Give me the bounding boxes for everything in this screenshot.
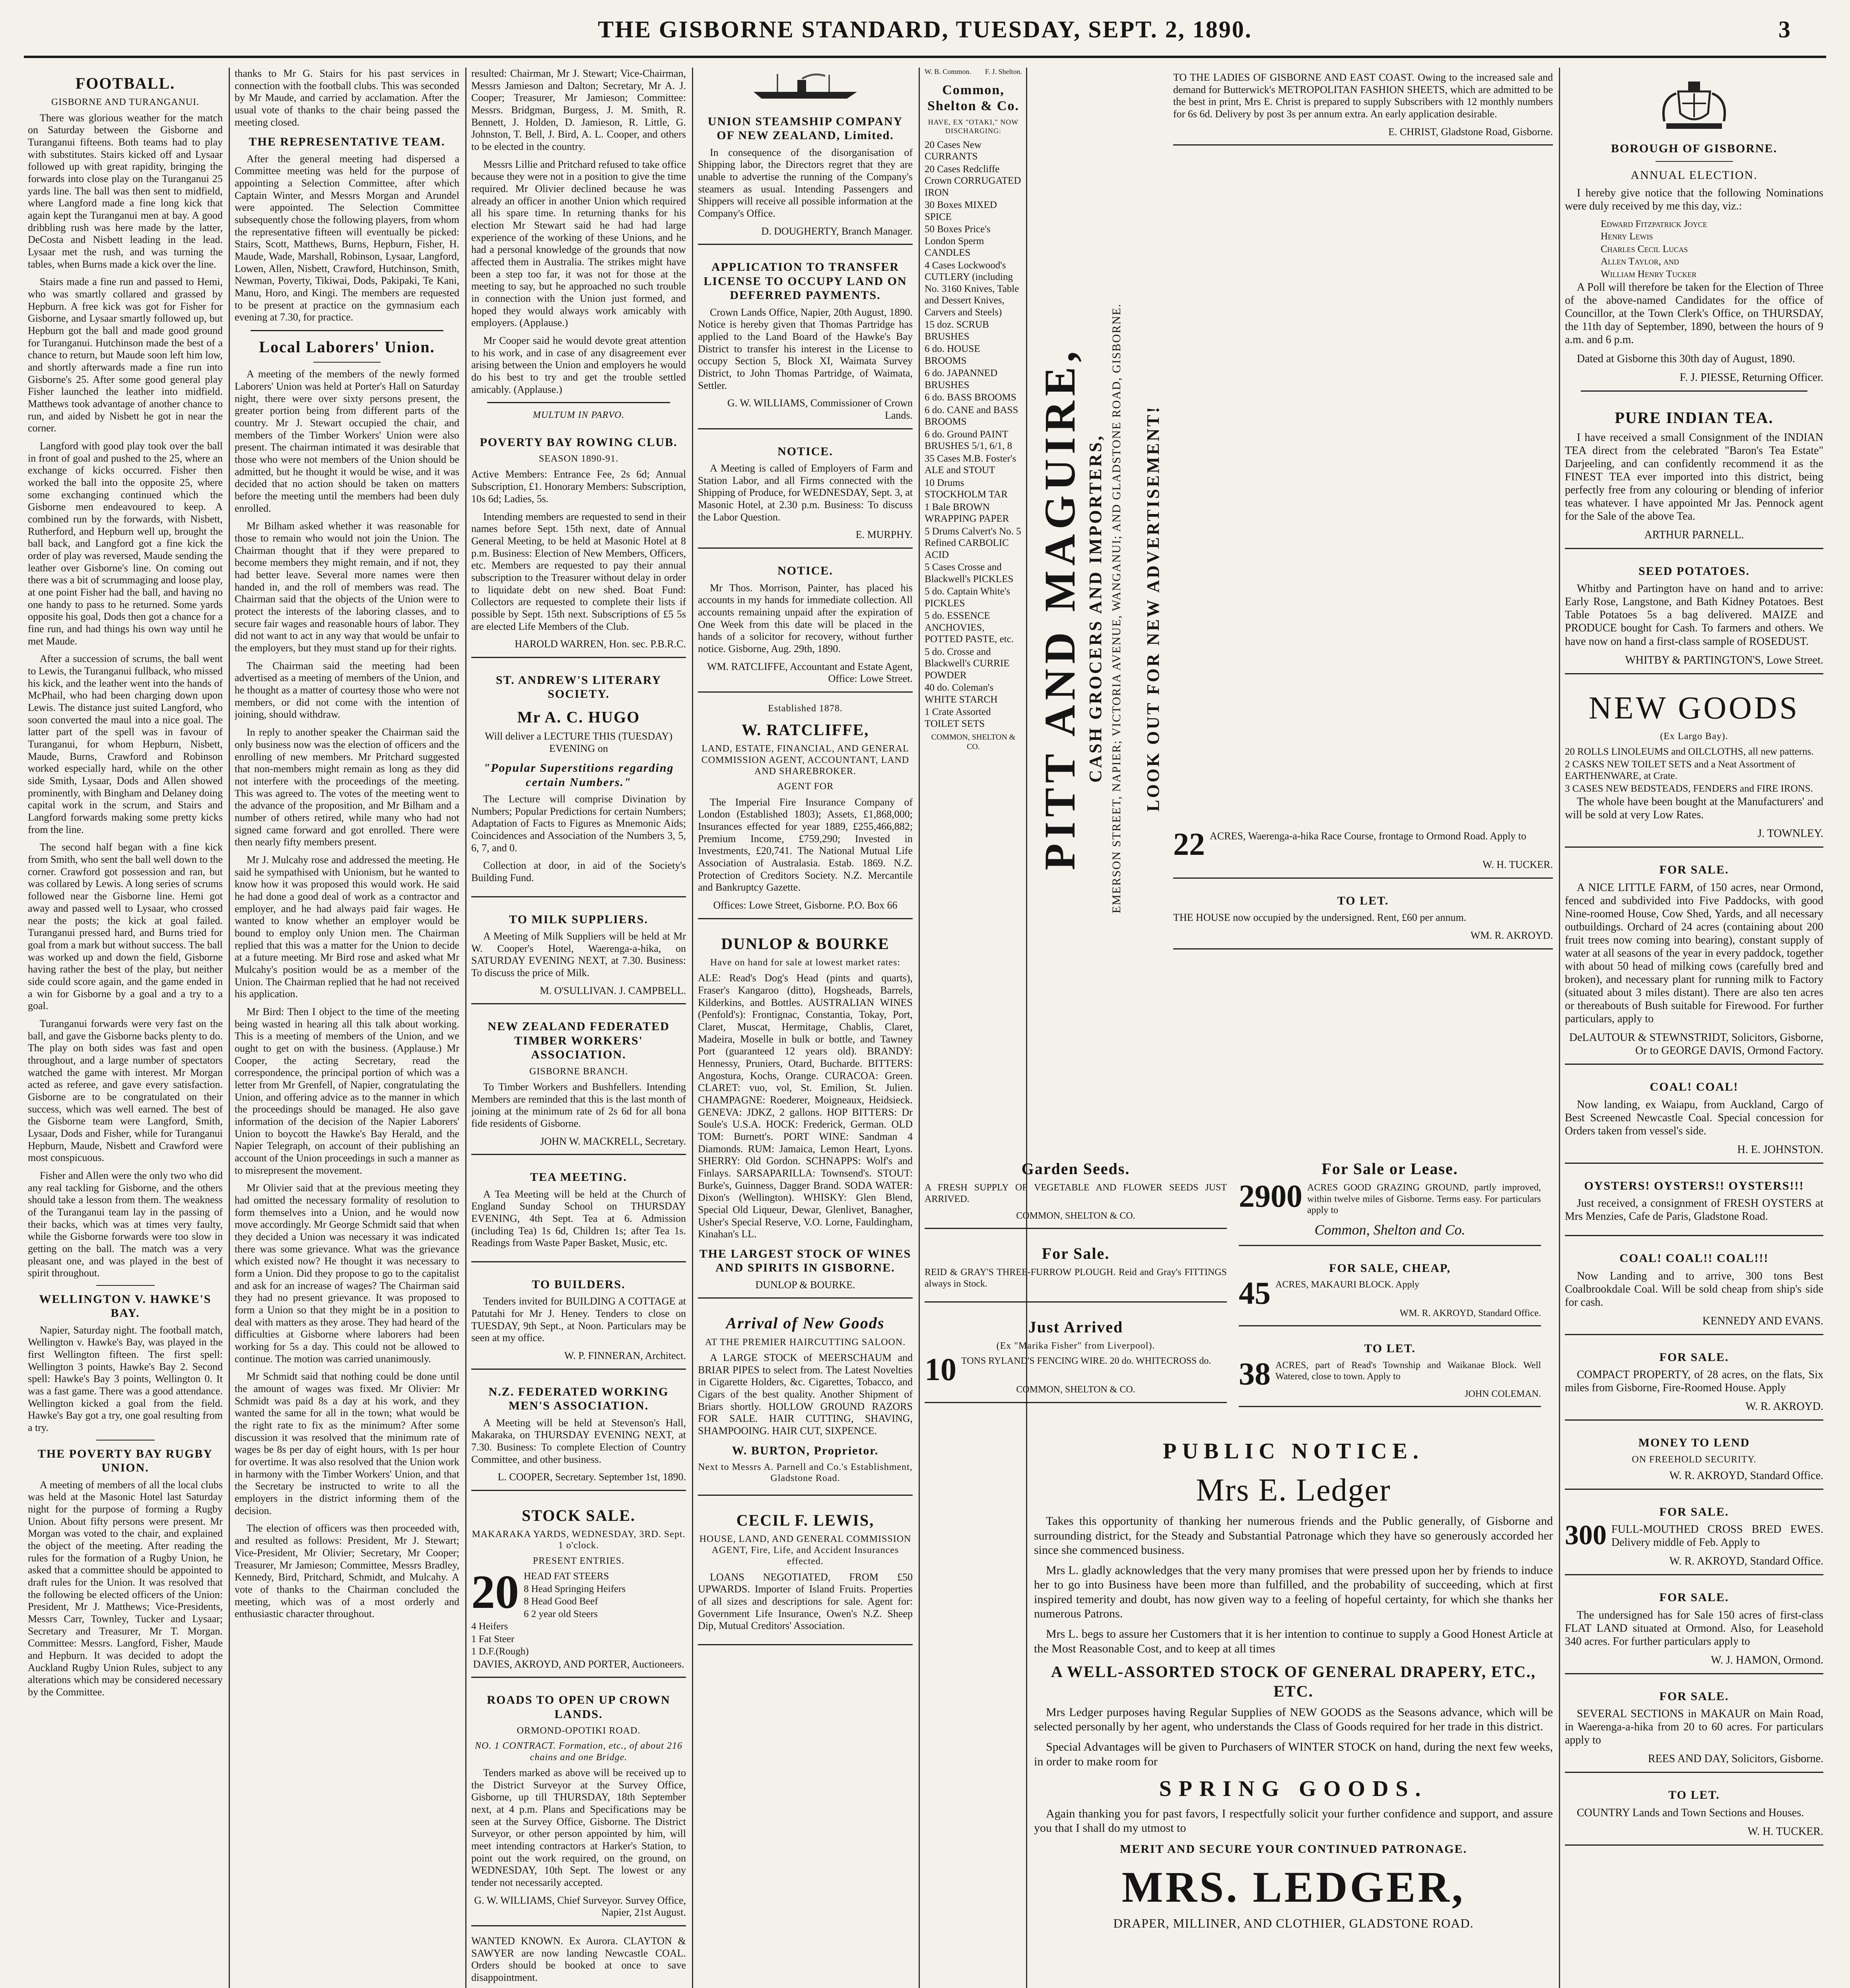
ratcliffe-agent-label: AGENT FOR bbox=[777, 781, 834, 792]
coal-ad bbox=[1565, 1070, 1823, 1164]
ad-text: Now Landing and to arrive, 300 tons Best Coalbrookdale Coal. Will be sold cheap from ship's side for cash. bbox=[1565, 1270, 1823, 1309]
ad-signature: W. R. AKROYD. bbox=[1745, 1400, 1823, 1413]
stock-sale-heading: STOCK SALE. bbox=[522, 1506, 635, 1524]
goods-item: 5 do. ESSENCE ANCHOVIES, POTTED PASTE, etc. bbox=[925, 610, 1014, 645]
rugby-union-heading: THE POVERTY BAY RUGBY UNION. bbox=[37, 1447, 213, 1475]
cheap-acres: 45 bbox=[1239, 1276, 1271, 1311]
goods-item: 40 do. Coleman's WHITE STARCH bbox=[925, 682, 998, 705]
ratcliffe-name: W. RATCLIFFE, bbox=[741, 721, 869, 739]
ad-text: To Timber Workers and Bushfellers. Intending Members are reminded that this is the last month of joining at the minimum rate of 2s 6d for all bona fide residents of Gisborne. bbox=[471, 1081, 686, 1129]
ad-text: A NICE LITTLE FARM, of 150 acres, near Ormond, fenced and subdivided into Five Paddocks, with good Nine-roomed House, Cow Shed, Yards, and all necessary outbuildings. Orchard of 24 acres (containing about 200 fruit trees now coming into bearing), constant supply of water at all seasons of the year in every paddock, together with about 50 head of milking cows (carefully bred and broken), and necessary plant for running milk to Factory (situated about 3 miles distant). There are also ten acres or thereabouts of Bush suitable for Firewood. For further particulars, apply to bbox=[1565, 881, 1823, 1025]
multum-heading: MULTUM IN PARVO. bbox=[532, 410, 625, 421]
ad-text: Mrs Ledger purposes having Regular Supplies of NEW GOODS as the Seasons advance, which will be selected personally by her agent, who understands the Class of Goods required for her trade in this district. bbox=[1034, 1705, 1553, 1734]
country-lands-ad bbox=[1565, 1778, 1823, 1845]
masthead-rule bbox=[24, 56, 1826, 58]
dunlop-largest: THE LARGEST STOCK OF WINES AND SPIRITS IN GISBORNE. bbox=[699, 1247, 911, 1275]
article-paragraph: Mr Bird: Then I object to the time of the meeting being wasted in hearing all this talk about working. This is a meeting of members of the Union, and we ought to get on with the business. (Applause.) Mr Cooper, the acting Secretary, read the correspondence, the principal portion of which was a letter from Mr Grenfell, of Napier, congratulating the Union, and offering advice as to the manner in which the proceedings should be managed. He also gave information of the decision of the Napier Laborers' Union to boycott the Hawke's Bay Herald, and the Napier Telegraph, on account of their publishing an account of the Union proceedings in such a manner as to misrepresent the movement. bbox=[235, 1006, 459, 1176]
arrival-heading: Arrival of New Goods bbox=[726, 1314, 885, 1332]
column-common-shelton bbox=[925, 68, 1022, 1149]
column-rule bbox=[692, 68, 693, 1988]
ad-signature: G. W. WILLIAMS, Commissioner of Crown Lands. bbox=[727, 397, 913, 421]
ad-text: THE HOUSE now occupied by the undersigned. Rent, £60 per annum. bbox=[1173, 912, 1467, 924]
license-transfer-ad bbox=[698, 250, 913, 429]
stock-item: 6 2 year old Steers bbox=[524, 1608, 598, 1619]
look-out-ad bbox=[1141, 72, 1165, 1145]
ad-signature: JOHN COLEMAN. bbox=[1465, 1388, 1541, 1399]
rowing-club-ad bbox=[471, 425, 686, 658]
just-arrived-sub: (Ex "Marika Fisher" from Liverpool). bbox=[996, 1341, 1155, 1351]
goods-item: 5 Drums Calvert's No. 5 Refined CARBOLIC ACID bbox=[925, 526, 1021, 560]
garden-seeds-ad bbox=[925, 1149, 1227, 1229]
pitt-maguire-ad bbox=[1034, 72, 1129, 1145]
masthead bbox=[0, 0, 1850, 60]
cheap-sale-ad bbox=[1239, 1251, 1541, 1327]
look-out-text: LOOK OUT FOR NEW ADVERTISEMENT! bbox=[1143, 405, 1163, 812]
ad-text: COUNTRY Lands and Town Sections and Houses. bbox=[1577, 1806, 1804, 1819]
ad-text: Mrs L. gladly acknowledges that the very many promises that were pressed upon her by friends to induce her to go into Business have been more than fulfilled, and the probability of succeeding, which at first inspired temerity and doubt, has now given way to a feeling of hopeful certainty, for which she thanks her numerous Patrons. bbox=[1034, 1563, 1553, 1621]
column-borough bbox=[1565, 68, 1823, 1988]
employers-notice-ad bbox=[698, 434, 913, 549]
public-notice-heading: PUBLIC NOTICE. bbox=[1163, 1439, 1424, 1464]
money-sub: ON FREEHOLD SECURITY. bbox=[1632, 1454, 1757, 1465]
ad-signature: W. H. TUCKER. bbox=[1747, 1825, 1823, 1838]
mrs-ledger-heading: MRS. LEDGER, bbox=[1121, 1863, 1465, 1912]
goods-item: 10 Drums STOCKHOLM TAR bbox=[925, 477, 1008, 500]
ad-text: Now landing, ex Waiapu, from Auckland, Cargo of Best Screened Newcastle Coal. Special concession for Orders taken from vessel's side. bbox=[1565, 1098, 1823, 1137]
pitt-maguire-name: PITT AND MAGUIRE, bbox=[1036, 346, 1084, 870]
stock-item: 1 D.F.(Rough) bbox=[471, 1646, 529, 1657]
farm-sale-ad bbox=[1565, 852, 1823, 1065]
ad-text: Tenders invited for BUILDING A COTTAGE at Patutahi for Mr J. Heney. Tenders to close on TUESDAY, 9th Sept., at Noon. Particulars may be seen at my office. bbox=[471, 1295, 686, 1344]
article-paragraph: resulted: Chairman, Mr J. Stewart; Vice-Chairman, Messrs Jamieson and Dalton; Secretary, Mr A. J. Cooper; Treasurer, Mr Jamieson; Committee: Messrs. Bridgman, Burgess, J. M. Smith, R. Bennett, J. Holden, D. Jamieson, R. Little, G. Johnston, T. Bell, J. Bird, A. L. Cooper, and others to be elected in the country. bbox=[471, 68, 686, 153]
new-goods-item: 2 CASKS NEW TOILET SETS and a Neat Assortment of EARTHENWARE, at Crate. bbox=[1565, 759, 1796, 782]
goods-list bbox=[925, 139, 1022, 730]
steamship-icon bbox=[746, 70, 865, 102]
stock-item: 8 Head Springing Heifers bbox=[524, 1583, 626, 1594]
shelton-label: F. J. Shelton. bbox=[985, 68, 1022, 76]
ad-signature: WM. R. AKROYD, Standard Office. bbox=[1399, 1308, 1541, 1318]
potatoes-heading: SEED POTATOES. bbox=[1638, 565, 1750, 578]
newspaper-title: THE GISBORNE STANDARD, TUESDAY, SEPT. 2, 1890. bbox=[598, 16, 1252, 43]
column-rule bbox=[465, 68, 466, 1988]
lewis-ad bbox=[698, 1501, 913, 1645]
ad-signature: DeLAUTOUR & STEWNSTRIDT, Solicitors, Gisborne, Or to GEORGE DAVIS, Ormond Factory. bbox=[1569, 1031, 1823, 1057]
rowing-club-heading: POVERTY BAY ROWING CLUB. bbox=[480, 435, 678, 449]
column-rule bbox=[919, 68, 920, 1988]
candidate-name: Edward Fitzpatrick Joyce bbox=[1601, 218, 1707, 229]
ad-text: COMPACT PROPERTY, of 28 acres, on the flats, Six miles from Gisborne, Fire-Roomed House. Apply bbox=[1565, 1369, 1823, 1394]
ad-text: Crown Lands Office, Napier, 20th August, 1890. Notice is hereby given that Thomas Partridge has applied to the Land Board of the Hawke's Bay District to transfer his interest in the License to occupy Section 5, Block XI, Waimata Survey District, to John Thomas Partridge, of Waimata, Settler. bbox=[698, 306, 913, 391]
ad-signature: COMMON, SHELTON & CO. bbox=[1016, 1210, 1135, 1221]
forsale-heading: FOR SALE. bbox=[1659, 1505, 1729, 1518]
new-goods-sub: (Ex Largo Bay). bbox=[1660, 731, 1728, 742]
ad-text: A Meeting will be held at Stevenson's Hall, Makaraka, on THURSDAY EVENING NEXT, at 7.30. Business: To complete Election of Country Committee, and other business. bbox=[471, 1417, 686, 1465]
money-ad bbox=[1565, 1425, 1823, 1490]
ledger-stock-heading: A WELL-ASSORTED STOCK OF GENERAL DRAPERY, ETC., ETC. bbox=[1051, 1663, 1536, 1701]
coal2-ad bbox=[1565, 1241, 1823, 1335]
merit-heading: MERIT AND SECURE YOUR CONTINUED PATRONAGE. bbox=[1120, 1842, 1467, 1856]
roads-heading: ROADS TO OPEN UP CROWN LANDS. bbox=[487, 1693, 670, 1721]
indian-tea-ad bbox=[1565, 398, 1823, 549]
article-paragraph: Mr Bilham asked whether it was reasonable for those to remain who would not join the Union. The Chairman thought that if they were prepared to become members they might remain, and if not, they had better leave. Several more names were then handed in, and the roll of members was read. The Chairman said that the objects of the Union were to protect the interests of the laboring classes, and to secure fair wages and reasonable hours of labor. They did not want to act in any way that would be unfair to the employers, but they must stand up for their rights. bbox=[235, 520, 459, 654]
forsale-heading: FOR SALE. bbox=[1659, 863, 1729, 877]
lease-acres: 2900 bbox=[1239, 1179, 1302, 1214]
ad-text: ACRES, MAKAURI BLOCK. Apply bbox=[1275, 1279, 1420, 1290]
ad-signature: W. J. HAMON, Ormond. bbox=[1711, 1654, 1823, 1666]
money-heading: MONEY TO LEND bbox=[1638, 1436, 1750, 1450]
notice-heading: NOTICE. bbox=[777, 445, 833, 458]
article-paragraph: Fisher and Allen were the only two who did any real tackling for Gisborne, and the others should take a lesson from them. The weakness of the Turanganui team lay in the passing of their backs, which was at times very faulty, while the Gisborne forwards were too slow in getting on the ball. The match was a very pleasant one, and was played in the best of spirit throughout. bbox=[28, 1169, 223, 1279]
ad-text: Mrs L. begs to assure her Customers that it is her intention to continue to supply a Good Honest Article at the Most Reasonable Cost, and to keep at all times bbox=[1034, 1627, 1553, 1655]
spring-goods-heading: SPRING GOODS. bbox=[1159, 1776, 1428, 1802]
acres-count: 22 bbox=[1173, 827, 1205, 862]
ad-signature: DAVIES, AKROYD, AND PORTER, Auctioneers. bbox=[473, 1658, 684, 1670]
indian-tea-heading: PURE INDIAN TEA. bbox=[1615, 408, 1774, 427]
flat-land-ad bbox=[1565, 1580, 1823, 1674]
article-paragraph: Mr Cooper said he would devote great attention to his work, and in case of any disagreement ever arising between the Union and employers he would do his best to try and get the trouble settled amicably. (Applause.) bbox=[471, 335, 686, 395]
ad-text: Special Advantages will be given to Purchasers of WINTER STOCK on hand, during the next few weeks, in order to make room for bbox=[1034, 1740, 1553, 1768]
stock-sale-present: PRESENT ENTRIES. bbox=[532, 1555, 625, 1566]
goods-item: 20 Cases New CURRANTS bbox=[925, 139, 982, 162]
article-paragraph: A meeting of the members of the newly formed Laborers' Union was held at Porter's Hall on Saturday night, there were over sixty persons present, the greater portion being from different parts of the country. Mr J. Stewart occupied the chair, and members of the Timber Workers' Union were also present. The chairman intimated it was desirable that those who were not members of the Union should be admitted, but he thought it would be wise, and it was decided that no action should be taken on matters before the meeting until the members had been duly enrolled. bbox=[235, 368, 459, 514]
haircutting-ad bbox=[698, 1303, 913, 1495]
to-let-heading: TO LET. bbox=[1364, 1342, 1416, 1355]
forsale-heading: For Sale. bbox=[1042, 1244, 1110, 1263]
column-rule bbox=[1559, 68, 1560, 1988]
ad-address: Offices: Lowe Street, Gisborne. P.O. Box 66 bbox=[713, 899, 898, 911]
coal2-heading: COAL! COAL!! COAL!!! bbox=[1619, 1252, 1769, 1265]
article-paragraph: There was glorious weather for the match on Saturday between the Gisborne and Turanganui fifteens. Both teams had to play with substitutes. Stairs kicked off and Lysaar followed up with great rapidity, bringing the forwards into close play on the Turanganui 25 yards line. The ball was then sent to midfield, where Langford made a fine long kick that again kept the Turanganui men at bay. A good dribbling rush was here made by the latter, DeCosta and Nisbett leading in the lead. Lysaar met the rush, and was turning the tables, when Burns made a kick over the line. bbox=[28, 112, 223, 270]
column-commercial bbox=[698, 68, 913, 1988]
roads-subheading: ORMOND-OPOTIKI ROAD. bbox=[517, 1726, 641, 1736]
lease-ad bbox=[1239, 1149, 1541, 1246]
ad-text: Takes this opportunity of thanking her numerous friends and the Public generally, of Gisborne and surrounding district, for the Steady and Substantial Patronage which they have so generously accorded her since she commenced business. bbox=[1034, 1514, 1553, 1557]
house-to-let-ad bbox=[1173, 883, 1553, 949]
ad-text: A Tea Meeting will be held at the Church of England Sunday School on THURSDAY EVENING, 4th Sept. Tea at 6. Admission (including Tea) 1s 6d, Children 1s; after Tea 1s. Readings from Waste Paper Basket, Music, etc. bbox=[471, 1188, 686, 1249]
ad-signature: WM. R. AKROYD. bbox=[1470, 930, 1553, 942]
column-fashion bbox=[1173, 68, 1553, 1141]
forsale-heading: FOR SALE. bbox=[1659, 1591, 1729, 1604]
stock-item: 1 Fat Steer bbox=[471, 1633, 515, 1644]
ad-signature: D. DOUGHERTY, Branch Manager. bbox=[761, 225, 913, 237]
football-subheading: GISBORNE AND TURANGANUI. bbox=[51, 97, 200, 108]
goods-item: 4 Cases Lockwood's CUTLERY (including No. 3160 Knives, Table and Dessert Knives, Carvers and Steels) bbox=[925, 260, 1019, 318]
candidate-name: William Henry Tucker bbox=[1601, 268, 1696, 280]
lecture-title: "Popular Superstitions regarding certain Numbers." bbox=[483, 761, 674, 789]
ad-signature: W. P. FINNERAN, Architect. bbox=[564, 1350, 686, 1362]
ad-signature: REES AND DAY, Solicitors, Gisborne. bbox=[1648, 1753, 1823, 1765]
ad-text: REID & GRAY'S THREE-FURROW PLOUGH. Reid and Gray's FITTINGS always in Stock. bbox=[925, 1267, 1227, 1289]
article-paragraph: After the general meeting had dispersed a Committee meeting was held for the purpose of appointing a Selection Committee, after which Captain Winter, and Messrs Morgan and Arundel were appointed. The Selection Committee subsequently chose the following players, from whom the representative fifteen will eventually be picked: Stairs, Scott, Matthews, Burns, Hepburn, Fisher, H. Maude, Wade, Marshall, Robinson, Lysaar, Langford, Lowen, Allen, Nisbett, Crawford, Hutchinson, Smith, Newman, Poverty, Tikiwai, Dods, Pakipaki, Te Kani, Manu, Horo, and Kingi. The members are requested to be present at practice on the gymnasium each evening at 7.30, for practice. bbox=[235, 153, 459, 323]
column-rule bbox=[1026, 68, 1027, 1988]
to-let-heading: TO LET. bbox=[1668, 1788, 1720, 1802]
ad-signature: HAROLD WARREN, Hon. sec. P.B.R.C. bbox=[515, 638, 686, 650]
new-goods-list bbox=[1565, 746, 1823, 794]
burton-address: Next to Messrs A. Parnell and Co.'s Establishment, Gladstone Road. bbox=[698, 1462, 913, 1484]
new-goods-ad bbox=[1565, 679, 1823, 848]
article-paragraph: Napier, Saturday night. The football match, Wellington v. Hawke's Bay, was played in the first Wellington fifteen. The first spell: Wellington 3 points, Hawke's Bay 2. Second spell: Hawke's Bay 3 points, Wellington 0. It was a fast game. There was a good attendance. Wellington kicked a goal from the field. Hawke's Bay got a try, one goal resulting from a try. bbox=[28, 1324, 223, 1434]
ad-text: ACRES, part of Read's Township and Waikanae Block. Well Watered, close to town. Apply to bbox=[1275, 1360, 1541, 1382]
ad-signature: COMMON, SHELTON & CO. bbox=[931, 733, 1016, 751]
ratcliffe-established: Established 1878. bbox=[768, 703, 843, 714]
race-course-ad bbox=[1173, 826, 1553, 879]
candidate-name: Henry Lewis bbox=[1601, 231, 1653, 242]
candidate-list bbox=[1565, 218, 1823, 280]
common-shelton-heading: Common, Shelton & Co. bbox=[927, 83, 1019, 114]
timber-workers-ad bbox=[471, 1009, 686, 1155]
ad-signature: H. E. JOHNSTON. bbox=[1737, 1143, 1823, 1156]
article-paragraph: A meeting of members of all the local clubs was held at the Masonic Hotel last Saturday night for the purpose of forming a Rugby Union. About fifty persons were present. Mr Morgan was voted to the chair, and explained the object of the meeting. After reading the rules for the formation of a Rugby Union, he asked that a committee should be appointed to draft rules for the Union. It was resolved that the following be elected officers of the Union: President, Mr J. Matthews; Vice-Presidents, Messrs Carr, Townley, Tucker and Lysaar; Secretary and Treasurer, Mr T. Morgan. Committee: Messrs. Langford, Fisher, Maude and Hepburn. It was decided to adopt the Auckland Rugby Union Rules, subject to any alterations which may be considered necessary by the Committee. bbox=[28, 1479, 223, 1698]
oysters-heading: OYSTERS! OYSTERS!! OYSTERS!!! bbox=[1584, 1179, 1804, 1192]
goods-item: 50 Boxes Price's London Sperm CANDLES bbox=[925, 224, 991, 258]
ad-text: Collection at door, in aid of the Society's Building Fund. bbox=[471, 860, 686, 884]
goods-item: 5 do. Captain White's PICKLES bbox=[925, 586, 1011, 609]
new-goods-heading: NEW GOODS bbox=[1588, 690, 1800, 726]
lease-heading: For Sale or Lease. bbox=[1321, 1160, 1458, 1178]
ad-text: A Meeting is called of Employers of Farm and Station Labor, and all Firms connected with the Shipping of Produce, for WEDNESDAY, Sept. 3, at Masonic Hotel, at 2.30 p.m. Business: To discuss the Labor Question. bbox=[698, 462, 913, 523]
timber-subheading: GISBORNE BRANCH. bbox=[529, 1066, 628, 1077]
compact-property-ad bbox=[1565, 1340, 1823, 1421]
article-paragraph: The Chairman said the meeting had been advertised as a meeting of members of the Union, and he thought as a matter of courtesy those who were not members, or did not come with the intention of joining, should withdraw. bbox=[235, 660, 459, 720]
wellington-heading: WELLINGTON V. HAWKE'S BAY. bbox=[39, 1292, 212, 1320]
article-paragraph: Mr Schmidt said that nothing could be done until the amount of wages was fixed. Mr Olivier: Mr Schmidt was paid 8s a day at his work, and they wanted the same for all in the town; what would be the right rate to fix as the minimum? After some discussion it was resolved that the minimum rate of wages be 8s per day of eight hours, with 1s per hour for overtime. It was also resolved that the Union work in harmony with the Timber Workers' Union, and that the Secretary be instructed to write to all the employers in the district informing them of the decision. bbox=[235, 1371, 459, 1516]
timber-heading: NEW ZEALAND FEDERATED TIMBER WORKERS' ASSOCIATION. bbox=[488, 1020, 670, 1062]
ratcliffe-subheading: LAND, ESTATE, FINANCIAL, AND GENERAL COMMISSION AGENT, ACCOUNTANT, LAND AND SHAREBROKER. bbox=[701, 744, 909, 777]
goods-item: 6 do. CANE and BASS BROOMS bbox=[925, 404, 1018, 427]
ad-signature: W. R. AKROYD, Standard Office. bbox=[1669, 1555, 1823, 1568]
page-number: 3 bbox=[1778, 16, 1790, 43]
ad-text: ALE: Read's Dog's Head (pints and quarts), Fraser's Kangaroo (ditto), Hogsheads, Barrels, Kilderkins, and Bottles. AUSTRALIAN WINES (Penfold's): Frontignac, Constantia, Tokay, Port, Claret, Muscat, Hermitage, Chablis, Claret, Madeira, Moselle in bulk or bottle, and Tawney Port (guaranteed 12 years old). BRANDY: Hennessy, Pruniers, Otard, Bucharde. BITTERS: Angostura, Kochs, Orange. CURACOA: Green. CLARET: vuo, vol, St. Emilion, St. Julien. CHAMPAGNE: Roederer, Moigneaux, Heidsieck. GENEVA: JDKZ, 2 gallons. HOP BITTERS: Dr Soule's U.S.A. HOCK: Frederick, German. OLD TOM: Burnett's. PORT WINE: Sandman 4 Diamonds. RUM: Jamaica, Lemon Heart, Lyons. SHERRY: Old Gordon. SCHNAPPS: Wolf's and Finlays. SARSAPARILLA: Townsend's. STOUT: Burke's, Guinness, Dagger Brand. SODA WATER: Dixon's (Wellington). WHISKY: Glen Blend, Special Old Liqueur, Dewar, Glenlivet, Banagher, Usher's Special Reserve, V.O. Lorne, Fauldingham, Kinahan's LL. bbox=[698, 972, 913, 1240]
goods-item: 20 Cases Redcliffe Crown CORRUGATED IRON bbox=[925, 163, 1021, 198]
stock-count: 20 bbox=[471, 1565, 519, 1619]
ad-signature: J. TOWNLEY. bbox=[1757, 827, 1823, 840]
ad-signature: M. O'SULLIVAN. J. CAMPBELL. bbox=[540, 984, 686, 996]
ad-text: The undersigned has for Sale 150 acres of first-class FLAT LAND situated at Ormond. Also, for Leasehold 340 acres. For further particulars apply to bbox=[1565, 1609, 1823, 1648]
ad-text: I hereby give notice that the following Nominations were duly received by me this day, viz.: bbox=[1565, 186, 1823, 212]
ad-text: WANTED KNOWN. Ex Aurora. CLAYTON & SAWYER are now landing Newcastle COAL. Orders should be booked at once to save disappointment. bbox=[471, 1935, 686, 1984]
ad-signature: L. COOPER, Secretary. September 1st, 1890. bbox=[497, 1471, 686, 1483]
goods-item: 5 do. Crosse and Blackwell's CURRIE POWDER bbox=[925, 646, 1010, 681]
dunlop-heading: DUNLOP & BOURKE bbox=[721, 934, 890, 953]
goods-item: 6 do. BASS BROOMS bbox=[925, 392, 1016, 403]
candidate-name: Charles Cecil Lucas bbox=[1601, 243, 1688, 254]
ratcliffe-ad bbox=[698, 697, 913, 919]
goods-item: 6 do. JAPANNED BRUSHES bbox=[925, 368, 998, 390]
ad-text: The Imperial Fire Insurance Company of London (Established 1803); Assets, £1,868,000; Insurances effected for year 1889, £255,466,882; Premium Income, £759,290; Invested in Investments, £20,741. The National Mutual Life Association of Australasia. Estab. 1869. N.Z. Protection of Creditors Society. N.Z. Mercantile and Bankruptcy Gazette. bbox=[698, 796, 913, 893]
forsale-heading: FOR SALE. bbox=[1659, 1350, 1729, 1364]
article-paragraph: The election of officers was then proceeded with, and resulted as follows: President, Mr J. Stewart; Vice-President, Mr Olivier; Secretary, Mr Cooper; Treasurer, Mr Jamieson; Committee, Messrs Bradley, Kennedy, Bird, Pritchard, Schmidt, and Mulcahy. A vote of thanks to the Chairman concluded the meeting, which was of a most orderly and enthusiastic character throughout. bbox=[235, 1522, 459, 1620]
license-heading: APPLICATION TO TRANSFER LICENSE TO OCCUPY LAND ON DEFERRED PAYMENTS. bbox=[703, 260, 907, 302]
stock-item: 8 Head Good Beef bbox=[524, 1596, 598, 1607]
stock-item: HEAD FAT STEERS bbox=[524, 1571, 609, 1582]
ad-signature: DUNLOP & BOURKE. bbox=[755, 1279, 855, 1291]
lecturer-name: Mr A. C. HUGO bbox=[517, 708, 640, 726]
goods-item: 6 do. HOUSE BROOMS bbox=[925, 344, 980, 366]
tea-meeting-ad bbox=[471, 1160, 686, 1262]
article-paragraph: Mr Olivier said that at the previous meeting they had omitted the necessary formality of resolution to form themselves into a Union, and he would now move accordingly. Mr George Schmidt said that when they decided a Union was necessary it was indicated there was some grievance. What was the grievance which existed now? He thought it was necessary to form a Union. Did they propose to go to the capitalist and ask for an increase of wages? The Chairman said they had no present grievance. It was proposed to form a Union so that they might be in a position to deal with matters as they arose. They had heard of the difficulties at Gisborne where laborers had been working for 5s a day. This could not be allowed to continue. The motion was carried unanimously. bbox=[235, 1182, 459, 1365]
steamship-heading: UNION STEAMSHIP COMPANY OF NEW ZEALAND, Limited. bbox=[707, 115, 903, 142]
lewis-subheading: HOUSE, LAND, AND GENERAL COMMISSION AGENT, Fire, Life, and Accident Insurances effected. bbox=[699, 1534, 911, 1567]
arrival-subheading: AT THE PREMIER HAIRCUTTING SALOON. bbox=[705, 1337, 906, 1347]
literary-society-heading: ST. ANDREW'S LITERARY SOCIETY. bbox=[496, 673, 662, 701]
tea-meeting-heading: TEA MEETING. bbox=[530, 1171, 628, 1184]
ad-text: ACRES GOOD GRAZING GROUND, partly improved, within twelve miles of Gisborne. Terms easy. For particulars apply to bbox=[1307, 1182, 1541, 1215]
coal-heading: COAL! COAL! bbox=[1650, 1080, 1739, 1094]
article-paragraph: Mr J. Mulcahy rose and addressed the meeting. He said he sympathised with Unionism, but he wanted to know how it was proposed this would work. He said he had done a good deal of work as a contractor and employer, and he had always paid fair wages. He wanted to know whether an employer would be bound to employ only Union men. The Chairman replied that this was a matter for the Union to decide at a future meeting. Mr Bird rose and asked what Mr Mulcahy's position would be as a member of the Union. The Chairman replied that he had not received his application. bbox=[235, 854, 459, 1000]
garden-heading: Garden Seeds. bbox=[1021, 1160, 1130, 1178]
ad-text: FULL-MOUTHED CROSS BRED EWES. Delivery middle of Feb. Apply to bbox=[1611, 1523, 1823, 1549]
borough-crest-icon bbox=[1650, 72, 1738, 135]
ad-signature: JOHN W. MACKRELL, Secretary. bbox=[540, 1135, 686, 1147]
roads-contract: NO. 1 CONTRACT. Formation, etc., of about 216 chains and one Bridge. bbox=[475, 1741, 682, 1763]
builders-ad bbox=[471, 1267, 686, 1370]
ad-signature: G. W. WILLIAMS, Chief Surveyor. Survey Office, Napier, 21st August. bbox=[474, 1894, 686, 1918]
stock-item: 4 Heifers bbox=[471, 1621, 508, 1632]
mrs-ledger-sub: DRAPER, MILLINER, AND CLOTHIER, GLADSTONE ROAD. bbox=[1113, 1916, 1474, 1930]
union-steamship-ad bbox=[698, 104, 913, 245]
milk-heading: TO MILK SUPPLIERS. bbox=[509, 912, 648, 926]
new-goods-item: 3 CASES NEW BEDSTEADS, FENDERS and FIRE IRONS. bbox=[1565, 783, 1813, 794]
just-arrived-heading: Just Arrived bbox=[1028, 1318, 1123, 1336]
column-rule bbox=[229, 68, 230, 1988]
article-paragraph: Messrs Lillie and Pritchard refused to take office because they were not in a position to give the time required. Mr Olivier declined because he was already an officer in another Union which required all his spare time. In returning thanks for his election Mr Stewart said he had had large experience of the working of these Unions, and he had a personal knowledge of the grounds that now affected them in Australia. The strikes might have been a step too far, it was not for those at the meeting to say, but he approached no such trouble in connection with the Union just formed, and hoped they would always work amicably with employers. (Applause.) bbox=[471, 158, 686, 329]
pitt-maguire-address: EMERSON STREET, NAPIER; VICTORIA AVENUE, WANGANUI; AND GLADSTONE ROAD, GISBORNE. bbox=[1110, 303, 1123, 914]
milk-suppliers-ad bbox=[471, 902, 686, 1005]
wire-count: 10 bbox=[925, 1352, 956, 1388]
ad-text: Tenders marked as above will be received up to the District Surveyor at the Survey Office, Gisborne, up till THURSDAY, 18th September next, at 4 p.m. Plans and Specifications may be seen at the Survey Office, Gisborne. The District Surveyor, or other person appointed by him, will meet intending contractors at Harker's Station, to point out the work required, on the ground, on WEDNESDAY, 10th Sept. The lowest or any tender not necessarily accepted. bbox=[471, 1767, 686, 1888]
ad-text: A LARGE STOCK of MEERSCHAUM and BRIAR PIPES to select from. The Latest Novelties in Cigarette Holders, &c. Cigarettes, Tobacco, and Cigars of the best quality. Another Shipment of Briars shortly. HOLLOW GROUND RAZORS FOR SALE. HAIR CUTTING, SHAVING, SHAMPOOING. HAIR CUT, SIXPENCE. bbox=[698, 1351, 913, 1437]
new-goods-item: 20 ROLLS LINOLEUMS and OILCLOTHS, all new patterns. bbox=[1565, 746, 1814, 757]
ad-signature: W. H. TUCKER. bbox=[1483, 859, 1553, 871]
ad-signature: KENNEDY AND EVANS. bbox=[1702, 1314, 1823, 1327]
article-paragraph: The second half began with a fine kick from Smith, who sent the ball well down to the corner. Crawford got possession and ran, but was collared by Lewis. A long series of scrums followed near the Gisborne line. Hemi got away and passed well to Lysaar, who crossed near the posts; the kick at goal failed. Turanganui pressed hard, and Burns tried for goal from a mark but without success. The ball was worked up and down the field, Gisborne having rather the best of the play, but neither side could score again, and the game ended in a win for Gisborne by a goal and a try to a goal. bbox=[28, 841, 223, 1012]
ledger-ad bbox=[1034, 1431, 1553, 1988]
ad-text: Whitby and Partington have on hand and to arrive: Early Rose, Langstone, and Bath Kidney Potatoes. Best Table Potatoes 5s a bag delivered. MAIZE and PRODUCE bought for Cash. To farmers and others. We have now on hand a first-class sample of ROSEDUST. bbox=[1565, 582, 1823, 648]
goods-item: 5 Cases Crosse and Blackwell's PICKLES bbox=[925, 562, 1014, 584]
article-paragraph: Langford with good play took over the ball in front of goal and pushed to the 25, where an exchange of kicks occurred. Fisher then worked the ball into the opposite 25, where some exchanging continued which the Gisborne men endeavoured to keep. A combined run by the forwards, with Nisbett, Rutherford, and Hepburn well up, brought the ball back, and Langford got a fine kick the order of play was reversed, Maude sending the leather over Gisborne's line. On coming out there was a bit of scrummaging and loose play, at one point Fisher had the ball, and having no one handy to pass to he returned. Some yards opposite his goal, Dods then got a chance for a fine run, and had things his own way until he met Maude. bbox=[28, 440, 223, 647]
roads-ad bbox=[471, 1683, 686, 1926]
annual-election-heading: ANNUAL ELECTION. bbox=[1630, 169, 1758, 182]
ad-text: A Poll will therefore be taken for the Election of Three of the above-named Candidates for the office of Councillor, at the Town Clerk's Office, on THURSDAY, the 11th day of September, 1890, between the hours of 9 a.m. and 6 p.m. bbox=[1565, 281, 1823, 346]
ad-text: A FRESH SUPPLY OF VEGETABLE AND FLOWER SEEDS JUST ARRIVED. bbox=[925, 1182, 1227, 1204]
ad-text: The Lecture will comprise Divination by Numbers; Popular Predictions for certain Numbers; Adaptation of Facts to Figures as Mnemonic Aids; Coincidences and Association of the Numbers 3, 5, 6, 7, and 0. bbox=[471, 793, 686, 854]
goods-item: 1 Bale BROWN WRAPPING PAPER bbox=[925, 501, 1009, 524]
ad-signature: W. R. AKROYD, Standard Office. bbox=[1669, 1469, 1823, 1482]
ad-text: In consequence of the disorganisation of Shipping labor, the Directors regret that they are unable to advertise the running of the Company's steamers as usual. Intending Passengers and Shippers will receive all possible information at the Company's Office. bbox=[698, 146, 913, 219]
ad-text: Just received, a consignment of FRESH OYSTERS at Mrs Menzies, Cafe de Paris, Gladstone Road. bbox=[1565, 1197, 1823, 1223]
goods-item: 6 do. Ground PAINT BRUSHES 5/1, 6/1, 8 bbox=[925, 429, 1012, 452]
ad-text: The whole have been bought at the Manufacturers' and will be sold at very Low Rates. bbox=[1565, 796, 1823, 821]
seed-potatoes-ad bbox=[1565, 554, 1823, 674]
football-heading: FOOTBALL. bbox=[75, 74, 175, 92]
ad-signature: ARTHUR PARNELL. bbox=[1644, 528, 1744, 541]
ad-signature: F. J. PIESSE, Returning Officer. bbox=[1679, 371, 1823, 384]
burton-name: W. BURTON, Proprietor. bbox=[732, 1444, 879, 1457]
ad-text: TO THE LADIES OF GISBORNE AND EAST COAST. Owing to the increased sale and demand for Butterwick's METROPOLITAN FASHION SHEETS, which are admitted to be the best in print, Mrs E. Christ is prepared to supply Subscribers with 12 monthly numbers for 6s 6d. Delivery by post 3s per annum extra. An early application desirable. bbox=[1173, 72, 1553, 120]
let-acres: 38 bbox=[1239, 1356, 1271, 1392]
to-let-ad bbox=[1239, 1331, 1541, 1407]
ad-signature: WHITBY & PARTINGTON'S, Lowe Street. bbox=[1625, 654, 1823, 666]
goods-item: 35 Cases M.B. Foster's ALE and STOUT bbox=[925, 453, 1016, 476]
goods-item: 30 Boxes MIXED SPICE bbox=[925, 200, 997, 222]
article-paragraph: Turanganui forwards were very fast on the ball, and gave the Gisborne backs plenty to do. The play on both sides was fast and open throughout, and a large number of spectators watched the game with interest. Mr Morgan acted as referee, and gave every satisfaction. Gisborne are to be congratulated on their success, which was well earned. The best of the Gisborne team were Langford, Smith, Lysaar, Dods and Fisher, while for Turanganui Hepburn, Maude, Nisbett and Crawford were most conspicuous. bbox=[28, 1017, 223, 1164]
representative-team-heading: THE REPRESENTATIVE TEAM. bbox=[249, 135, 445, 149]
lewis-name: CECIL F. LEWIS, bbox=[736, 1511, 874, 1529]
cheap-heading: FOR SALE, CHEAP, bbox=[1329, 1261, 1451, 1275]
dunlop-bourke-ad bbox=[698, 924, 913, 1299]
ad-text: LOANS NEGOTIATED, FROM £50 UPWARDS. Importer of Island Fruits. Properties of all sizes and descriptions for sale. Agent for: Government Life Insurance, Owen's N.Z. Sheep Dip, Mutual Creditors' Association. bbox=[698, 1571, 913, 1632]
forsale-heading: FOR SALE. bbox=[1659, 1689, 1729, 1703]
ad-text: SEVERAL SECTIONS in MAKAUR on Main Road, in Waerenga-a-hika from 20 to 60 acres. For particulars apply to bbox=[1565, 1708, 1823, 1747]
ad-text: Will deliver a LECTURE THIS (TUESDAY) EVENING on bbox=[485, 730, 672, 754]
pitt-maguire-trade: CASH GROCERS AND IMPORTERS, bbox=[1086, 434, 1105, 783]
working-mens-heading: N.Z. FEDERATED WORKING MEN'S ASSOCIATION. bbox=[488, 1385, 669, 1413]
ad-text: ACRES, Waerenga-a-hika Race Course, frontage to Ormond Road. Apply to bbox=[1210, 830, 1527, 842]
to-let-heading: TO LET. bbox=[1337, 894, 1389, 908]
goods-item: 15 doz. SCRUB BRUSHES bbox=[925, 319, 989, 342]
ad-signature: WM. RATCLIFFE, Accountant and Estate Agent, Office: Lowe Street. bbox=[707, 660, 913, 685]
working-mens-ad bbox=[471, 1375, 686, 1491]
article-paragraph: In reply to another speaker the Chairman said the only business now was the election of officers and the enrolling of new members. Mr Pritchard suggested that non-members might remain as long as they did not interfere with the proceedings of the meeting. This was agreed to. The votes of the meeting went to the advance of the proposition, and Mr Bilham and a number of others retired, while many who had not signed came forward and got enrolled. There were then nearly fifty members present. bbox=[235, 726, 459, 848]
literary-society-ad bbox=[471, 663, 686, 897]
plough-ad bbox=[925, 1234, 1227, 1303]
wanted-coal-ad bbox=[471, 1931, 686, 1988]
column-football bbox=[28, 68, 223, 1988]
laborers-union-heading: Local Laborers' Union. bbox=[259, 338, 435, 356]
article-paragraph: After a succession of scrums, the ball went to Lewis, the Turanganui fullback, who missed his kick, and the leather went into the hands of McPhail, who had been charging down upon Lewis. The distance just suited Langford, who soon converted the maul into a nice goal. The latter part of the spell was in favour of Turanganui, for whom Hepburn, Nisbett, Maude, Burns, Crawford and Robinson worked especially hard, while on the other side Smith, Lysaar, Dods and Allen showed prominently, with Bingham and Delaney doing capital work in the scrum, and Stairs and Langford forwards making some pretty kicks from the line. bbox=[28, 653, 223, 835]
ewes-count: 300 bbox=[1565, 1520, 1607, 1551]
ad-text: Again thanking you for past favors, I respectfully solicit your further confidence and support, and assure you that I shall do my utmost to bbox=[1034, 1807, 1553, 1835]
ad-text: Intending members are requested to send in their names before Sept. 15th next, date of Annual General Meeting, to be held at Masonic Hotel at 8 p.m. Business: Election of New Members, Officers, etc. Members are requested to pay their annual subscription to the Treasurer without delay in order to liquidate debt on new shed. Boat Fund: Collectors are requested to complete their lists if possible by Sept. 15th next. Subscriptions of £5 5s are elected Life Members of the Club. bbox=[471, 511, 686, 632]
stock-sale-subheading: MAKARAKA YARDS, WEDNESDAY, 3RD. Sept. 1 o'clock. bbox=[472, 1529, 686, 1551]
ledger-name: Mrs E. Ledger bbox=[1196, 1473, 1391, 1508]
column-notices bbox=[471, 68, 686, 1988]
column-union bbox=[235, 68, 459, 1988]
ad-signature: E. CHRIST, Gladstone Road, Gisborne. bbox=[1388, 126, 1553, 138]
painter-notice-ad bbox=[698, 553, 913, 693]
ad-signature: Common, Shelton and Co. bbox=[1314, 1222, 1465, 1238]
ad-signature: E. MURPHY. bbox=[855, 529, 913, 541]
ad-text: Dated at Gisborne this 30th day of August, 1890. bbox=[1577, 352, 1796, 365]
common-label: W. B. Common. bbox=[925, 68, 971, 76]
article-paragraph: thanks to Mr G. Stairs for his past services in connection with the football clubs. This was seconded by Mr Maude, and carried by acclamation. After the usual vote of thanks to the chair being passed the meeting closed. bbox=[235, 68, 459, 128]
candidate-name: Allen Taylor, and bbox=[1601, 256, 1679, 267]
goods-item: 1 Crate Assorted TOILET SETS bbox=[925, 707, 991, 729]
rowing-club-season: SEASON 1890-91. bbox=[538, 454, 619, 464]
ad-text: A Meeting of Milk Suppliers will be held at Mr W. Cooper's Hotel, Waerenga-a-hika, on SATURDAY EVENING NEXT, at 7.30. Business: To discuss the price of Milk. bbox=[471, 930, 686, 979]
notice-heading: NOTICE. bbox=[777, 564, 833, 578]
common-shelton-ex: HAVE, EX "OTAKI," NOW DISCHARGING: bbox=[928, 118, 1019, 135]
fashion-sheets-ad bbox=[1173, 68, 1553, 146]
oysters-ad bbox=[1565, 1169, 1823, 1236]
ewes-ad bbox=[1565, 1495, 1823, 1575]
small-ads-block bbox=[925, 1149, 1553, 1427]
stock-sale-ad bbox=[471, 1496, 686, 1678]
fencing-wire-ad bbox=[925, 1307, 1227, 1403]
ad-text: Active Members: Entrance Fee, 2s 6d; Annual Subscription, £1. Honorary Members: Subscription, 10s 6d; Ladies, 5s. bbox=[471, 468, 686, 505]
sections-ad bbox=[1565, 1679, 1823, 1773]
dunlop-subheading: Have on hand for sale at lowest market rates: bbox=[710, 957, 901, 968]
ad-text: I have received a small Consignment of the INDIAN TEA direct from the celebrated "Baron's Tea Estate" Darjeeling, and can confidently recommend it as the FINEST TEA ever imported into this district, being perfectly free from any colouring or blending of inferior teas whatever. I have appointed Mr Jas. Pennock agent for the Sale of the above Tea. bbox=[1565, 431, 1823, 522]
ad-text: TONS RYLAND'S FENCING WIRE. 20 do. WHITECROSS do. bbox=[961, 1356, 1211, 1367]
borough-heading: BOROUGH OF GISBORNE. bbox=[1611, 142, 1778, 155]
builders-heading: TO BUILDERS. bbox=[532, 1278, 626, 1291]
ad-text: Mr Thos. Morrison, Painter, has placed his accounts in my hands for immediate collection. All accounts remaining unpaid after the expiration of One Week from this date will be placed in the hands of a solicitor for recovery, without further notice. Gisborne, Aug. 29th, 1890. bbox=[698, 582, 913, 654]
ad-signature: COMMON, SHELTON & CO. bbox=[1016, 1384, 1135, 1395]
article-paragraph: Stairs made a fine run and passed to Hemi, who was smartly collared and grassed by Hepburn. A free kick was got for Fisher for Gisborne, and Lysaar smartly followed up, but Hepburn got the ball and made good ground for Turanganui. Hutchinson made the best of a chance to return, but Maude soon left him low, and shortly afterwards made a fine run into Gisborne's 25. After some good general play Fisher launched the leather into midfield. Matthews took advantage of another chance to run, and aided by Nisbett he got in near the corner. bbox=[28, 276, 223, 434]
